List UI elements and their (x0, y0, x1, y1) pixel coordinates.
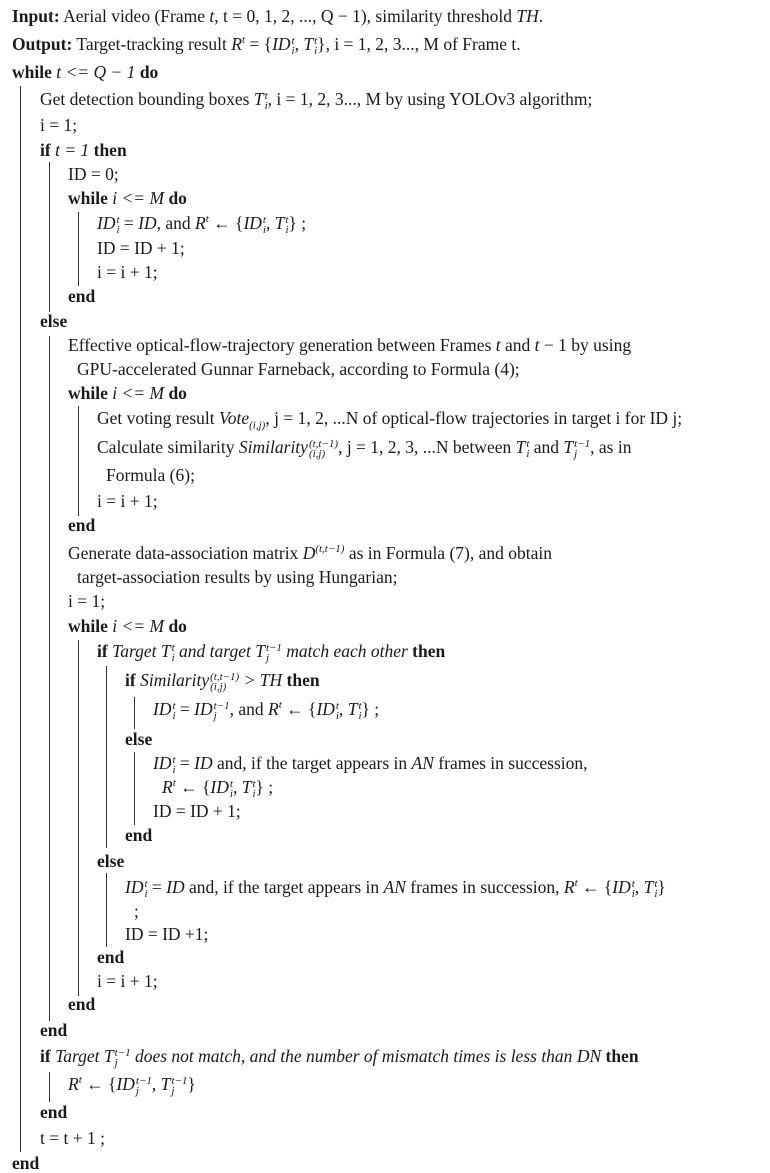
block-bar-while-vote (78, 406, 79, 516)
while-vote-line: while i <= M do (68, 383, 187, 403)
assign-id-line: ID t i = ID, and $R^t$ ← {ID t i , T t i } ; (97, 213, 307, 236)
t-increment-line: t = t + 1 ; (40, 1128, 105, 1148)
end-line: end (12, 1153, 40, 1173)
if-match-line: if Target T t i and target T t−1 j match each other then (97, 641, 446, 664)
block-bar-while-init (78, 212, 79, 286)
outer-while-line: while t <= Q − 1 do (12, 62, 159, 82)
inherit-id-line: ID t i = ID t−1 j , and $R^t$ ← {ID t i , T t i } ; (153, 699, 380, 722)
block-bar-else-match (106, 873, 107, 947)
i-increment-line: i = i + 1; (97, 262, 158, 282)
new-id-nomatch-line-cont: ; (134, 901, 139, 921)
optical-flow-line: Effective optical-flow-trajectory generation between Frames t and t − 1 by using (68, 335, 632, 355)
end-line: end (40, 1102, 68, 1122)
if-t1-line: if t = 1 then (40, 140, 127, 160)
block-bar-if-t1 (49, 162, 50, 312)
i-increment-line: i = i + 1; (97, 971, 158, 991)
association-matrix-line: Generate data-association matrix $D^{(t,t-1)}$ as in Formula (7), and obtain (68, 543, 552, 563)
input-label: Input: (12, 6, 60, 26)
input-line: Input: Aerial video (Frame t, t = 0, 1, 2, ..., Q − 1), similarity threshold TH. (12, 6, 544, 26)
if-similarity-line: if Similarity (t,t−1) (i,j) > TH then (125, 670, 320, 693)
block-bar-outer-while (20, 86, 21, 1152)
vote-line: Get voting result Vote$_{(i,j)}$, j = 1, 2, ...N of optical-flow trajectories in target i for ID j; (97, 408, 683, 432)
end-line: end (125, 825, 153, 845)
init-i-line: i = 1; (40, 115, 78, 135)
optical-flow-line-cont: GPU-accelerated Gunnar Farneback, according to Formula (4); (77, 359, 520, 379)
if-mismatch-line: if Target T t−1 j does not match, and the number of mismatch times is less than DN then (40, 1046, 639, 1069)
end-line: end (40, 1020, 68, 1040)
block-bar-else-main (49, 336, 50, 1021)
new-id-nomatch-line: ID t i = ID and, if the target appears in AN frames in succession, $R^t$ ← {ID t i , T t i } (125, 877, 666, 900)
i-increment-line: i = i + 1; (97, 491, 158, 511)
new-id-line-cont: $R^t$ ← {ID t i , T t i } ; (162, 777, 274, 800)
new-id-line: ID t i = ID and, if the target appears in AN frames in succession, (153, 753, 588, 776)
else-line: else (97, 851, 125, 871)
init-i-line: i = 1; (68, 591, 106, 611)
similarity-line-cont: Formula (6); (106, 465, 195, 485)
while-init-line: while i <= M do (68, 188, 187, 208)
block-bar-else-sim (134, 752, 135, 825)
id-increment-line: ID = ID +1; (125, 924, 209, 944)
association-matrix-line-cont: target-association results by using Hungarian; (77, 567, 398, 587)
similarity-line: Calculate similarity Similarity (t,t−1) (i,j) , j = 1, 2, 3, ...N between T t i and T t−1 j , as in (97, 437, 632, 460)
output-line: Output: Target-tracking result $R^t = \{ID$ t i , T t i }, i = 1, 2, 3..., M of Frame t. (12, 34, 521, 57)
else-line: else (40, 311, 68, 331)
block-bar-if-mismatch (49, 1072, 50, 1102)
id-increment-line: ID = ID + 1; (97, 238, 185, 258)
end-line: end (68, 515, 96, 535)
while-assoc-line: while i <= M do (68, 616, 187, 636)
block-bar-if-match (106, 666, 107, 848)
id-zero-line: ID = 0; (68, 164, 119, 184)
end-line: end (68, 994, 96, 1014)
end-line: end (68, 286, 96, 306)
block-bar-if-sim (134, 697, 135, 729)
detection-line: Get detection bounding boxes T t i , i = 1, 2, 3..., M by using YOLOv3 algorithm; (40, 89, 593, 112)
keep-lost-target-line: $R^t$ ← {ID t−1 j , T t−1 j } (68, 1074, 196, 1097)
end-line: end (97, 947, 125, 967)
else-line: else (125, 729, 153, 749)
output-label: Output: (12, 34, 73, 54)
id-increment-line: ID = ID + 1; (153, 801, 241, 821)
block-bar-while-assoc (78, 640, 79, 996)
